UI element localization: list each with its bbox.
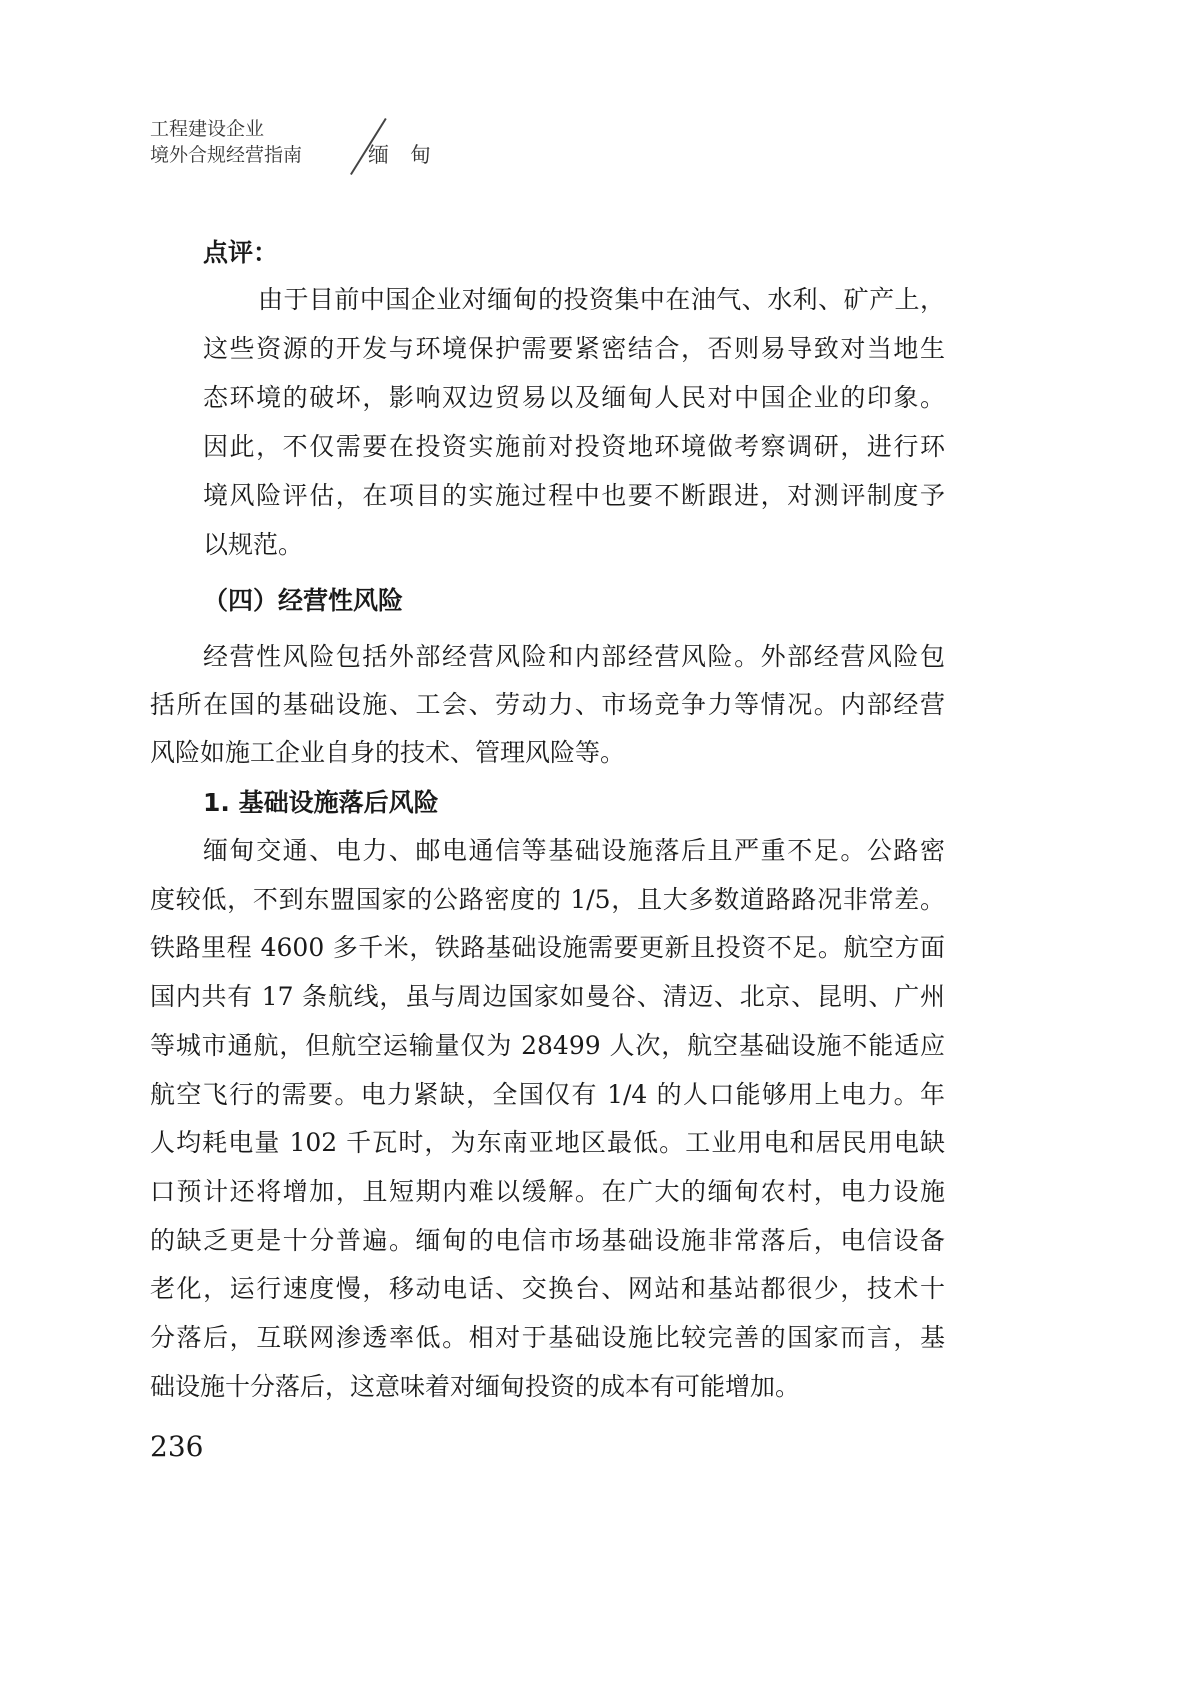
text-line: 分落后，互联网渗透率低。相对于基础设施比较完善的国家而言，基: [150, 1323, 945, 1352]
chapter-title: 缅 甸: [368, 143, 431, 167]
text-line: 度较低，不到东盟国家的公路密度的 1/5，且大多数道路路况非常差。: [150, 884, 945, 914]
text-line: 由于目前中国企业对缅甸的投资集中在油气、水利、矿产上，: [258, 285, 945, 314]
text-line: 础设施十分落后，这意味着对缅甸投资的成本有可能增加。: [150, 1371, 801, 1401]
page-number: 236: [150, 1430, 204, 1463]
text-line: 等城市通航，但航空运输量仅为 28499 人次，航空基础设施不能适应: [150, 1030, 945, 1060]
section-heading: （四）经营性风险: [203, 586, 404, 615]
book-title-line1: 工程建设企业: [150, 118, 265, 140]
text-line: 以规范。: [203, 530, 304, 559]
subsection-heading: 1. 基础设施落后风险: [203, 788, 439, 817]
text-line: 铁路里程 4600 多千米，铁路基础设施需要更新且投资不足。航空方面: [150, 933, 945, 963]
text-line: 境风险评估，在项目的实施过程中也要不断跟进，对测评制度予: [203, 481, 945, 510]
text-line: 人均耗电量 102 千瓦时，为东南亚地区最低。工业用电和居民用电缺: [150, 1128, 945, 1158]
text-line: 括所在国的基础设施、工会、劳动力、市场竞争力等情况。内部经营: [150, 690, 945, 719]
comment-label: 点评：: [203, 238, 279, 267]
text-line: 的缺乏更是十分普遍。缅甸的电信市场基础设施非常落后，电信设备: [150, 1225, 945, 1255]
text-line: 风险如施工企业自身的技术、管理风险等。: [150, 738, 626, 767]
text-line: 经营性风险包括外部经营风险和内部经营风险。外部经营风险包: [203, 642, 945, 671]
text-line: 缅甸交通、电力、邮电通信等基础设施落后且严重不足。公路密: [203, 836, 945, 865]
text-line: 态环境的破坏，影响双边贸易以及缅甸人民对中国企业的印象。: [203, 383, 945, 412]
text-line: 这些资源的开发与环境保护需要紧密结合，否则易导致对当地生: [203, 334, 945, 363]
text-line: 航空飞行的需要。电力紧缺，全国仅有 1/4 的人口能够用上电力。年: [150, 1079, 945, 1109]
book-title-line2: 境外合规经营指南: [150, 144, 303, 166]
text-line: 国内共有 17 条航线，虽与周边国家如曼谷、清迈、北京、昆明、广州: [150, 982, 945, 1012]
text-line: 因此，不仅需要在投资实施前对投资地环境做考察调研，进行环: [203, 432, 945, 461]
text-line: 口预计还将增加，且短期内难以缓解。在广大的缅甸农村，电力设施: [150, 1176, 945, 1206]
text-line: 老化，运行速度慢，移动电话、交换台、网站和基站都很少，技术十: [150, 1274, 945, 1304]
